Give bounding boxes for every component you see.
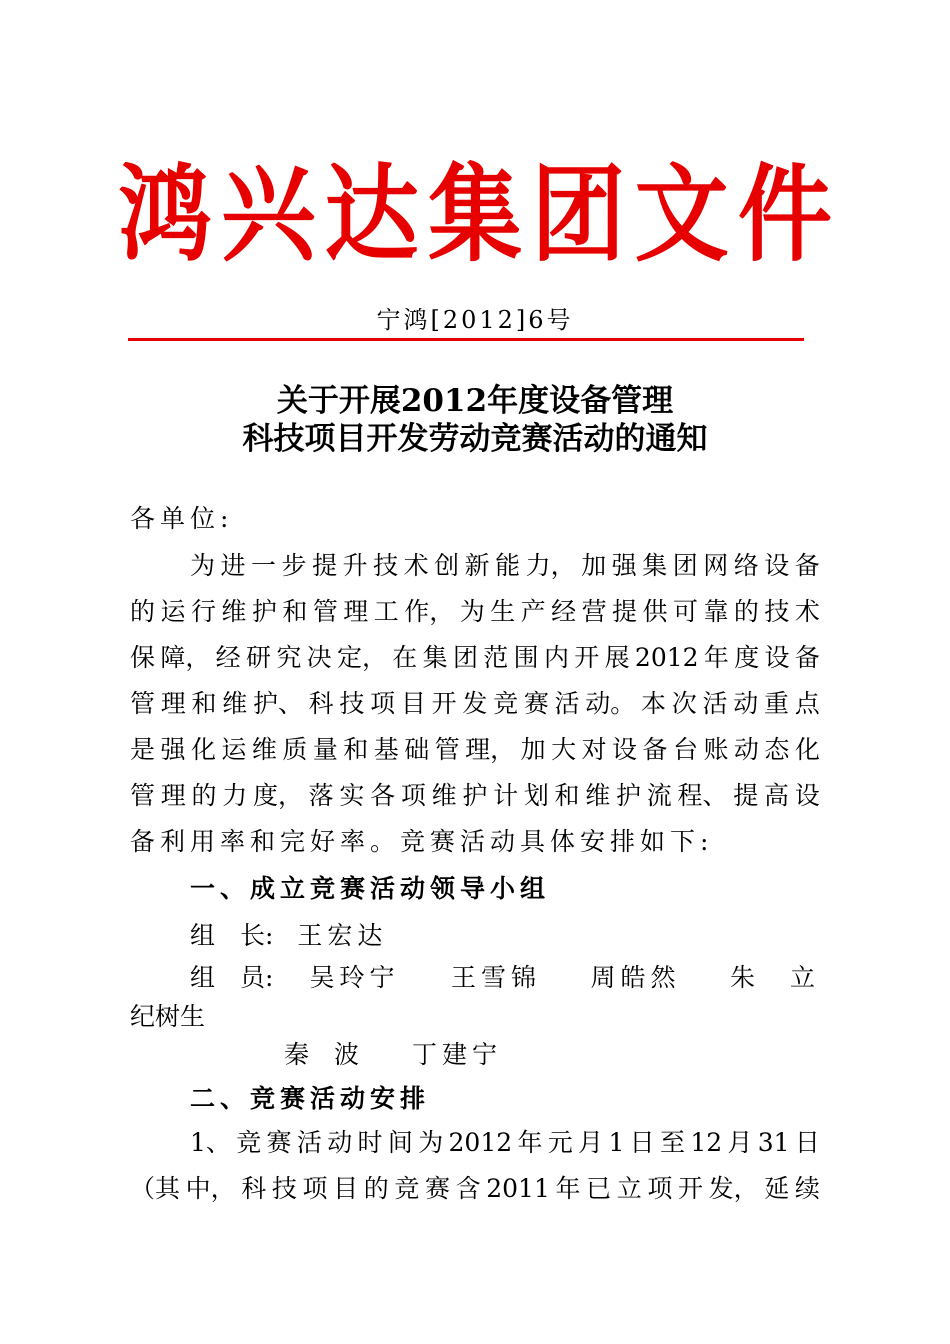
text-token: 一 [251,551,277,580]
text-token: 维 [221,597,247,626]
text-token: 已 [586,1174,612,1203]
text-token: 科 [241,1174,267,1203]
text-token: 赛 [425,1174,451,1203]
notice-title-line-2: 科技项目开发劳动竞赛活动的通知 [242,421,708,457]
leader-row [190,923,820,948]
text-token: 运 [221,735,247,764]
text-token: 项 [400,781,426,810]
text-token: 设 [612,735,638,764]
text-token: 科 [308,689,334,718]
text-token: 决 [306,643,332,672]
text-token: 内 [543,643,569,672]
text-token: 本 [641,689,667,718]
text-token: 开 [677,1174,703,1203]
leader-name: 王宏达 [297,921,388,950]
text-token: 技 [764,597,790,626]
text-token: （其 [130,1174,181,1203]
text-token: 在 [392,643,418,672]
text-token: 月 [578,1128,604,1157]
text-token: 元 [547,1128,573,1157]
text-token: 护、 [252,689,303,718]
text-token: 动 [327,1128,353,1157]
text-token: 力， [525,551,576,580]
text-token: 护 [251,597,277,626]
letterhead-char: 兴 [221,153,316,277]
text-token: 强 [160,735,186,764]
text-token: 日 [794,1128,820,1157]
text-token: 2011 [486,1174,550,1203]
text-token: 度 [734,643,760,672]
text-token: 备 [794,551,820,580]
text-token: 发 [462,689,488,718]
text-token: 础 [404,735,430,764]
text-token: 障， [160,643,211,672]
text-token: 可 [672,597,698,626]
text-token: 次 [671,689,697,718]
text-token: 账 [703,735,729,764]
member-name: 丁建宁 [412,1040,503,1069]
text-token: 赛 [523,689,549,718]
body-line-3 [130,645,820,670]
text-token: 定， [336,643,387,672]
text-token: 团 [452,643,478,672]
document-number: 宁鸿[2012]6号 [376,306,574,334]
text-token: 生 [490,597,516,626]
member-name: 吴玲宁 [309,963,400,992]
text-token: 发， [708,1174,759,1203]
text-token: 步 [281,551,307,580]
text-token: 各 [370,781,396,810]
text-token: 理， [465,735,516,764]
text-token: 设 [794,781,820,810]
text-token: 实 [339,781,365,810]
text-token: 加 [581,551,607,580]
text-token: 的 [363,1174,389,1203]
text-token: 含 [455,1174,481,1203]
letterhead-char: 团 [531,153,626,277]
text-token: 网 [703,551,729,580]
text-token: 力 [222,781,248,810]
text-token: 活 [554,689,580,718]
text-token: 项 [647,1174,673,1203]
letterhead-char: 件 [737,153,832,277]
text-token: 维 [431,781,457,810]
text-token: 1、 [190,1128,231,1157]
member-name: 周皓然 [590,963,681,992]
text-token: 动。 [585,689,636,718]
text-token: 动 [733,689,759,718]
text-token: 备 [794,643,820,672]
text-token: 态 [764,735,790,764]
text-token: 加 [520,735,546,764]
text-token: 管 [434,735,460,764]
text-token: 台 [672,735,698,764]
text-token: 是 [130,735,156,764]
text-token: 进 [220,551,246,580]
section-2-item-1-line-1 [190,1130,820,1155]
text-token: 术 [794,597,820,626]
text-token: 化 [190,735,216,764]
text-token: 运 [160,597,186,626]
red-divider-rule [128,338,804,341]
text-token: 升 [342,551,368,580]
text-token: 日 [629,1128,655,1157]
text-token: 集 [422,643,448,672]
text-token: 目 [400,689,426,718]
members-label: 组 员: [190,963,274,992]
body-line-4 [130,691,820,716]
text-token: 大 [551,735,577,764]
text-token: 点 [794,689,820,718]
text-token: 经 [215,643,241,672]
body-line-5 [130,737,820,762]
text-token: 续 [794,1174,820,1203]
body-line-2 [130,599,820,624]
text-token: 目 [333,1174,359,1203]
body-line-6 [130,783,820,808]
text-token: 备 [642,735,668,764]
text-token: 重 [763,689,789,718]
text-token: 为 [190,551,216,580]
text-token: 2012 [634,643,699,672]
text-token: 维 [585,781,611,810]
letterhead-char: 鸿 [118,153,213,277]
text-token: 维 [222,689,248,718]
text-token: 究 [276,643,302,672]
text-token: 设 [764,551,790,580]
text-token: 时 [357,1128,383,1157]
text-token: 研 [245,643,271,672]
text-token: 年 [703,643,729,672]
letterhead-char: 达 [324,153,419,277]
text-token: 管 [130,781,156,810]
text-token: 的 [733,597,759,626]
members-row-2: 纪树生 [130,1002,206,1031]
text-token: 的 [130,597,156,626]
member-name: 朱 立 [729,963,820,992]
text-token: 计 [493,781,519,810]
text-token: 技 [271,1174,297,1203]
text-token: 靠 [703,597,729,626]
text-token: 围 [513,643,539,672]
text-token: 流 [646,781,672,810]
section-1-heading: 一、成立竞赛活动领导小组 [190,874,551,903]
text-token: 间 [387,1128,413,1157]
text-token: 络 [733,551,759,580]
letterhead-char: 集 [427,153,522,277]
text-token: 2012 [448,1128,513,1157]
text-token: 和 [343,735,369,764]
section-2-heading: 二、竞赛活动安排 [190,1084,431,1113]
text-token: 创 [434,551,460,580]
text-token: 技 [373,551,399,580]
member-name: 王雪锦 [451,963,542,992]
text-token: 划 [523,781,549,810]
text-token: 提 [733,781,759,810]
letterhead-title [118,142,832,288]
letterhead-char: 文 [634,153,729,277]
text-token: 至 [659,1128,685,1157]
text-token: 年 [517,1128,543,1157]
text-token: 理 [343,597,369,626]
text-token: 开 [431,689,457,718]
text-token: 对 [581,735,607,764]
member-name: 秦 波 [284,1040,360,1069]
text-token: 活 [296,1128,322,1157]
text-token: 新 [464,551,490,580]
text-token: 和 [191,689,217,718]
text-token: 范 [483,643,509,672]
text-token: 1 [608,1128,625,1157]
text-token: 落 [308,781,334,810]
text-token: 和 [554,781,580,810]
text-token: 延 [764,1174,790,1203]
text-token: 活 [702,689,728,718]
text-token: 基 [373,735,399,764]
text-token: 为 [418,1128,444,1157]
text-token: 立 [616,1174,642,1203]
leader-label: 组 长: [190,921,274,950]
text-token: 的 [191,781,217,810]
text-token: 赛 [266,1128,292,1157]
text-token: 提 [612,597,638,626]
text-token: 管 [312,597,338,626]
text-token: 竞 [394,1174,420,1203]
text-token: 展 [604,643,630,672]
text-token: 技 [339,689,365,718]
text-token: 程、 [677,781,728,810]
text-token: 工 [373,597,399,626]
text-token: 行 [190,597,216,626]
text-token: 营 [581,597,607,626]
text-token: 12 [690,1128,723,1157]
text-token: 强 [611,551,637,580]
text-token: 集 [642,551,668,580]
text-token: 31 [757,1128,790,1157]
salutation: 各单位: [130,504,234,533]
body-line-7: 备利用率和完好率。竞赛活动具体安排如下: [130,827,714,856]
text-token: 作， [404,597,455,626]
text-token: 项 [302,1174,328,1203]
text-token: 竞 [493,689,519,718]
text-token: 为 [459,597,485,626]
text-token: 经 [551,597,577,626]
text-token: 度， [252,781,303,810]
text-token: 量 [312,735,338,764]
text-token: 中， [185,1174,236,1203]
text-token: 高 [763,781,789,810]
notice-title-line-1: 关于开展2012年度设备管理 [276,383,674,419]
text-token: 理 [160,689,186,718]
text-token: 护 [616,781,642,810]
text-token: 项 [370,689,396,718]
body-line-1 [190,553,820,578]
text-token: 能 [495,551,521,580]
text-token: 年 [555,1174,581,1203]
text-token: 保 [130,643,156,672]
text-token: 和 [282,597,308,626]
text-token: 产 [520,597,546,626]
text-token: 竞 [236,1128,262,1157]
text-token: 月 [727,1128,753,1157]
text-token: 供 [642,597,668,626]
text-token: 术 [403,551,429,580]
text-token: 管 [130,689,156,718]
text-token: 理 [160,781,186,810]
text-token: 质 [282,735,308,764]
text-token: 设 [764,643,790,672]
text-token: 护 [462,781,488,810]
members-row-3 [284,1042,684,1067]
text-token: 提 [312,551,338,580]
members-row-1 [190,965,820,990]
text-token: 团 [672,551,698,580]
text-token: 动 [733,735,759,764]
text-token: 化 [794,735,820,764]
text-token: 维 [251,735,277,764]
section-2-item-1-line-2 [130,1176,820,1201]
text-token: 开 [574,643,600,672]
